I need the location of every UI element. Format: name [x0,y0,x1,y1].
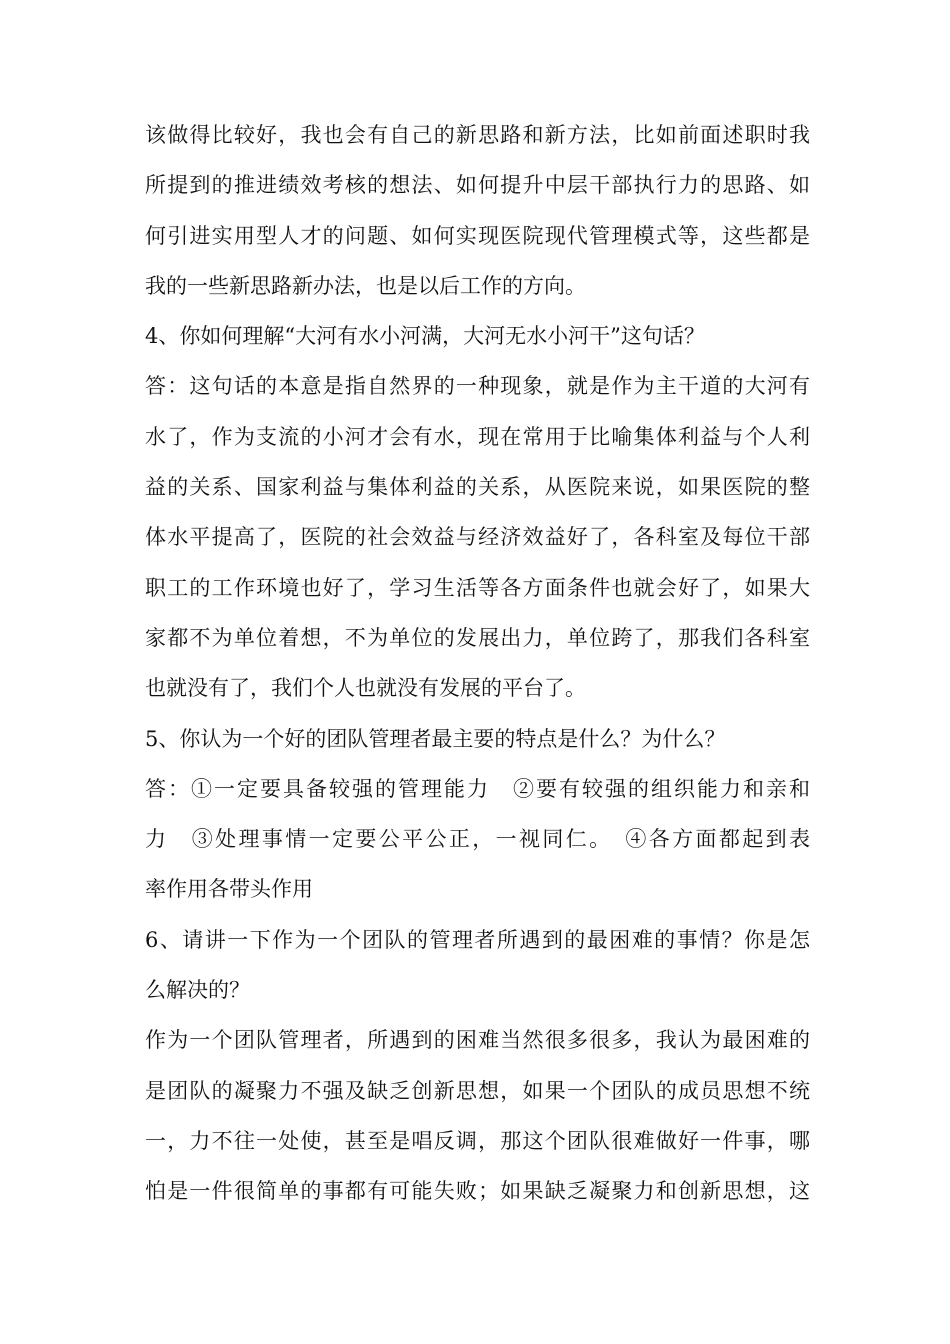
text-line: 何引进实用型人才的问题、如何实现医院现代管理模式等，这些都是 [145,223,810,248]
text-line: 么解决的？ [145,978,250,1003]
text-line: 家都不为单位着想，不为单位的发展出力，单位跨了，那我们各科室 [145,625,810,650]
text-line: 体水平提高了，医院的社会效益与经济效益好了，各科室及每位干部 [145,525,810,550]
text-line: 力 ③处理事情一定要公平公正，一视同仁。 ④各方面都起到表 [145,827,810,852]
text-line: 5、你认为一个好的团队管理者最主要的特点是什么？为什么？ [145,726,726,751]
text-line: 6、请讲一下作为一个团队的管理者所遇到的最困难的事情？你是怎 [145,927,810,952]
text-line: 率作用各带头作用 [145,877,313,902]
text-line: 水了，作为支流的小河才会有水，现在常用于比喻集体利益与个人利 [145,424,810,449]
text-line: 所提到的推进绩效考核的想法、如何提升中层干部执行力的思路、如 [145,173,810,198]
text-line: 怕是一件很简单的事都有可能失败；如果缺乏凝聚力和创新思想，这 [145,1179,810,1204]
text-line: 一，力不往一处使，甚至是唱反调，那这个团队很难做好一件事，哪 [145,1128,810,1153]
text-line: 作为一个团队管理者，所遇到的困难当然很多很多，我认为最困难的 [145,1028,810,1053]
text-line: 4、你如何理解“大河有水小河满，大河无水小河干”这句话？ [145,324,705,349]
document-body [145,110,810,1217]
text-line: 是团队的凝聚力不强及缺乏创新思想，如果一个团队的成员思想不统 [145,1078,810,1103]
text-line: 职工的工作环境也好了，学习生活等各方面条件也就会好了，如果大 [145,575,810,600]
text-line: 该做得比较好，我也会有自己的新思路和新方法，比如前面述职时我 [145,123,810,147]
text-line: 也就没有了，我们个人也就没有发展的平台了。 [145,676,586,701]
text-line: 益的关系、国家利益与集体利益的关系，从医院来说，如果医院的整 [145,475,810,500]
text-line: 我的一些新思路新办法，也是以后工作的方向。 [145,273,586,298]
text-line: 答：①一定要具备较强的管理能力 ②要有较强的组织能力和亲和 [145,776,810,801]
text-line: 答：这句话的本意是指自然界的一种现象，就是作为主干道的大河有 [145,374,810,399]
